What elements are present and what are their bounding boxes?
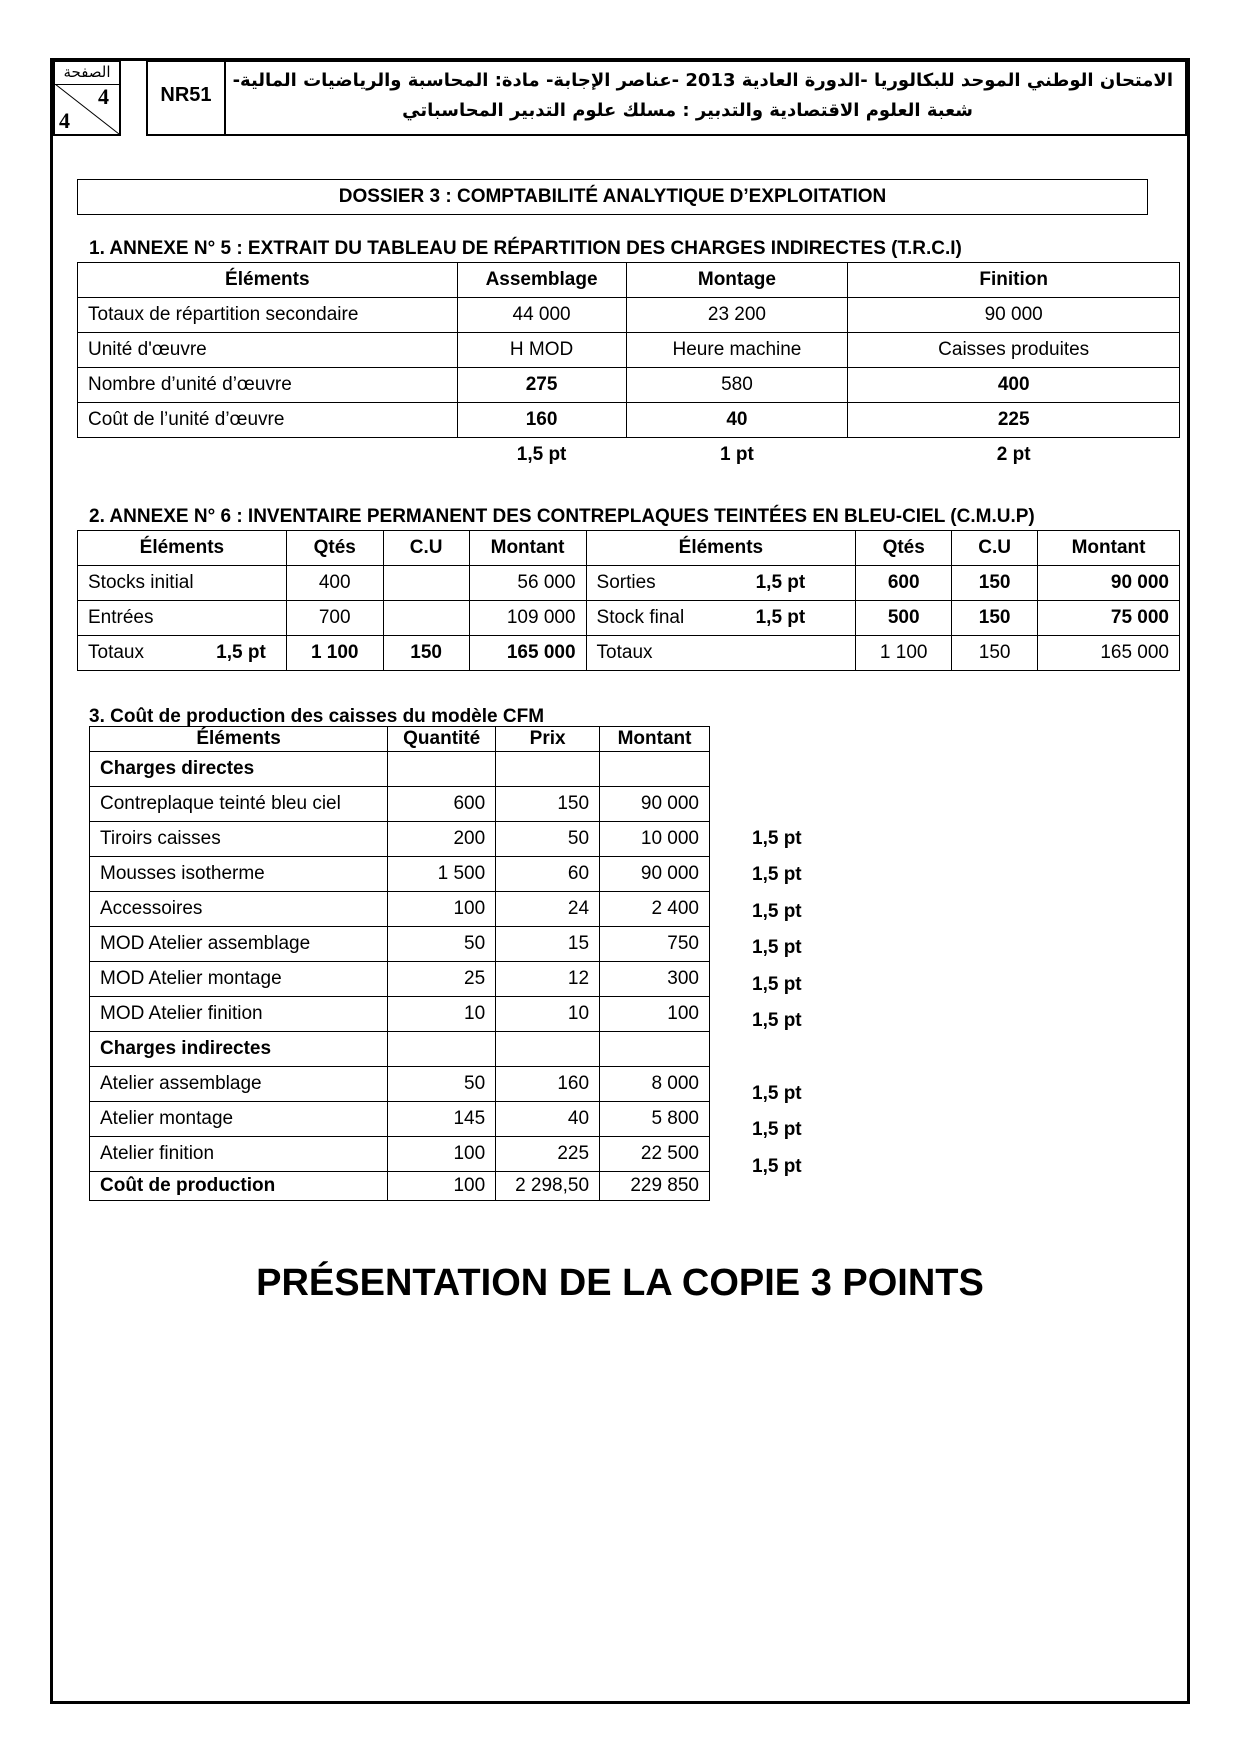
row-label-cell — [78, 636, 287, 671]
row-label: Coût de production — [90, 1172, 388, 1201]
row-label-cell — [586, 601, 856, 636]
table-cell: 225 — [848, 403, 1180, 438]
table-row — [78, 298, 1180, 333]
table-cell — [383, 566, 469, 601]
table-cell: 275 — [457, 368, 626, 403]
annex6-title: 2. ANNEXE N° 6 : INVENTAIRE PERMANENT DES CONTREPLAQUES TEINTÉES EN BLEU-CIEL (C.M.U.P) — [89, 506, 1035, 527]
table-cell: 150 — [383, 636, 469, 671]
table-row — [90, 892, 710, 927]
table-cell: 150 — [952, 601, 1038, 636]
table-row — [78, 333, 1180, 368]
table-row — [90, 962, 710, 997]
table-cell: 160 — [496, 1067, 600, 1102]
section-label: Charges directes — [90, 752, 388, 787]
table-cell: 600 — [856, 566, 952, 601]
points-cell: 1 pt — [720, 444, 754, 465]
cost-table — [89, 726, 710, 1201]
header-cell: Éléments — [78, 263, 458, 298]
points-note: 1,5 pt — [752, 1156, 802, 1177]
table-cell: 150 — [952, 566, 1038, 601]
points-note: 1,5 pt — [752, 901, 802, 922]
table-row — [90, 822, 710, 857]
table-cell: 750 — [600, 927, 710, 962]
points-note: 1,5 pt — [752, 974, 802, 995]
row-label: Totaux — [88, 642, 144, 663]
header-cell: C.U — [383, 531, 469, 566]
section-row — [90, 1032, 710, 1067]
row-label: Accessoires — [90, 892, 388, 927]
table-cell: 229 850 — [600, 1172, 710, 1201]
exam-title-box — [224, 60, 1187, 136]
points-cell: 1,5 pt — [516, 444, 567, 465]
points-note: 1,5 pt — [752, 937, 802, 958]
table-cell: 160 — [457, 403, 626, 438]
table-cell: 100 — [388, 1137, 496, 1172]
row-label: Tiroirs caisses — [90, 822, 388, 857]
table-row — [78, 601, 1180, 636]
table-cell: 100 — [600, 997, 710, 1032]
header-cell: Éléments — [78, 531, 287, 566]
table-row — [78, 368, 1180, 403]
table-header-row — [78, 263, 1180, 298]
table-cell: 600 — [388, 787, 496, 822]
points-note: 1,5 pt — [752, 1119, 802, 1140]
row-label-cell — [78, 566, 287, 601]
table-cell: 12 — [496, 962, 600, 997]
table-header-row — [78, 531, 1180, 566]
table-cell: 1 100 — [286, 636, 383, 671]
table-cell: 700 — [286, 601, 383, 636]
table-cell: 100 — [388, 1172, 496, 1201]
table-cell: 10 — [388, 997, 496, 1032]
header-cell: Montant — [600, 727, 710, 752]
table-row — [78, 636, 1180, 671]
table-cell: 40 — [626, 403, 848, 438]
table-cell: 1 100 — [856, 636, 952, 671]
row-label: Mousses isotherme — [90, 857, 388, 892]
exam-code: NR51 — [146, 60, 226, 136]
points-note: 1,5 pt — [752, 1083, 802, 1104]
table-cell: 400 — [286, 566, 383, 601]
table-row — [90, 787, 710, 822]
page-label: الصفحة — [55, 62, 119, 85]
table-cell: 10 000 — [600, 822, 710, 857]
table-cell: 200 — [388, 822, 496, 857]
table-row — [90, 1102, 710, 1137]
table-row — [90, 1067, 710, 1102]
total-row — [90, 1172, 710, 1201]
table-cell: 75 000 — [1038, 601, 1180, 636]
table-cell: 145 — [388, 1102, 496, 1137]
table-cell: 400 — [848, 368, 1180, 403]
row-label: Entrées — [88, 607, 154, 628]
header-cell: Assemblage — [457, 263, 626, 298]
row-label: Unité d'œuvre — [78, 333, 458, 368]
presentation-points-title: PRÉSENTATION DE LA COPIE 3 POINTS — [256, 1262, 984, 1304]
points-note: 1,5 pt — [752, 1010, 802, 1031]
table-cell: 50 — [496, 822, 600, 857]
row-label: Atelier assemblage — [90, 1067, 388, 1102]
section-row — [90, 752, 710, 787]
page-number: 4 — [98, 84, 109, 109]
annex5-table — [77, 262, 1180, 472]
table-cell: 300 — [600, 962, 710, 997]
table-cell: 22 500 — [600, 1137, 710, 1172]
annex6-table — [77, 530, 1180, 671]
table-row — [90, 997, 710, 1032]
cost-title: 3. Coût de production des caisses du modèle CFM — [89, 706, 545, 727]
points-note: 1,5 pt — [752, 828, 802, 849]
header-cell: Montage — [626, 263, 848, 298]
row-label: MOD Atelier assemblage — [90, 927, 388, 962]
table-cell: 90 000 — [848, 298, 1180, 333]
table-cell: 50 — [388, 1067, 496, 1102]
header-cell: C.U — [952, 531, 1038, 566]
table-cell: 10 — [496, 997, 600, 1032]
row-label-cell — [586, 636, 856, 671]
header-cell: Éléments — [90, 727, 388, 752]
table-cell — [383, 601, 469, 636]
table-cell: 90 000 — [600, 787, 710, 822]
table-cell: 24 — [496, 892, 600, 927]
table-row — [90, 1137, 710, 1172]
exam-title-line1: الامتحان الوطني الموحد للبكالوريا -الدورة العادية 2013 -عناصر الإجابة- مادة: المحاسبة والرياضيات المالية- — [232, 70, 1173, 91]
header-cell: Quantité — [388, 727, 496, 752]
page-number-box — [53, 60, 121, 136]
table-cell: 150 — [952, 636, 1038, 671]
table-cell: 90 000 — [600, 857, 710, 892]
table-cell: 60 — [496, 857, 600, 892]
table-cell: 23 200 — [626, 298, 848, 333]
points-note: 1,5 pt — [752, 864, 802, 885]
row-label: Totaux de répartition secondaire — [78, 298, 458, 333]
row-label: Stocks initial — [88, 572, 194, 593]
table-cell: 100 — [388, 892, 496, 927]
row-label: Sorties — [596, 572, 656, 593]
table-cell: 500 — [856, 601, 952, 636]
dossier-title: DOSSIER 3 : COMPTABILITÉ ANALYTIQUE D’EXPLOITATION — [77, 179, 1148, 215]
header-cell: Montant — [469, 531, 586, 566]
table-cell: Caisses produites — [848, 333, 1180, 368]
row-label-cell — [586, 566, 856, 601]
table-cell: 90 000 — [1038, 566, 1180, 601]
exam-title-line2: شعبة العلوم الاقتصادية والتدبير : مسلك علوم التدبير المحاسباتي — [402, 100, 973, 121]
row-label-cell — [78, 601, 287, 636]
table-cell: 2 400 — [600, 892, 710, 927]
row-label: Atelier montage — [90, 1102, 388, 1137]
table-cell: 165 000 — [1038, 636, 1180, 671]
table-cell: 165 000 — [469, 636, 586, 671]
table-cell: 225 — [496, 1137, 600, 1172]
header-cell: Qtés — [856, 531, 952, 566]
section-label: Charges indirectes — [90, 1032, 388, 1067]
points-note: 1,5 pt — [216, 642, 266, 663]
table-row — [78, 403, 1180, 438]
row-label: MOD Atelier finition — [90, 997, 388, 1032]
points-note: 1,5 pt — [755, 572, 806, 593]
row-label: MOD Atelier montage — [90, 962, 388, 997]
table-cell: 150 — [496, 787, 600, 822]
annex5-title: 1. ANNEXE N° 5 : EXTRAIT DU TABLEAU DE RÉPARTITION DES CHARGES INDIRECTES (T.R.C.I) — [89, 238, 962, 259]
table-row — [90, 927, 710, 962]
table-cell: 15 — [496, 927, 600, 962]
table-cell: 8 000 — [600, 1067, 710, 1102]
table-cell: 50 — [388, 927, 496, 962]
points-cell: 2 pt — [996, 444, 1031, 465]
table-cell: 56 000 — [469, 566, 586, 601]
header-cell: Montant — [1038, 531, 1180, 566]
header-cell: Prix — [496, 727, 600, 752]
table-cell: 2 298,50 — [496, 1172, 600, 1201]
table-cell: H MOD — [457, 333, 626, 368]
row-label: Totaux — [596, 642, 653, 663]
table-cell: 5 800 — [600, 1102, 710, 1137]
header-cell: Éléments — [586, 531, 856, 566]
table-cell: 580 — [626, 368, 848, 403]
table-cell: 1 500 — [388, 857, 496, 892]
table-cell: 25 — [388, 962, 496, 997]
points-note: 1,5 pt — [755, 607, 806, 628]
table-cell: 40 — [496, 1102, 600, 1137]
table-header-row — [90, 727, 710, 752]
table-cell: Heure machine — [626, 333, 848, 368]
row-label: Atelier finition — [90, 1137, 388, 1172]
table-cell: 109 000 — [469, 601, 586, 636]
row-label: Stock final — [596, 607, 685, 628]
header-cell: Finition — [848, 263, 1180, 298]
row-label: Coût de l’unité d’œuvre — [78, 403, 458, 438]
points-row — [78, 438, 1180, 473]
row-label: Contreplaque teinté bleu ciel — [90, 787, 388, 822]
table-cell: 44 000 — [457, 298, 626, 333]
row-label: Nombre d’unité d’œuvre — [78, 368, 458, 403]
table-row — [90, 857, 710, 892]
page-total: 4 — [59, 108, 70, 133]
header-cell: Qtés — [286, 531, 383, 566]
table-row — [78, 566, 1180, 601]
